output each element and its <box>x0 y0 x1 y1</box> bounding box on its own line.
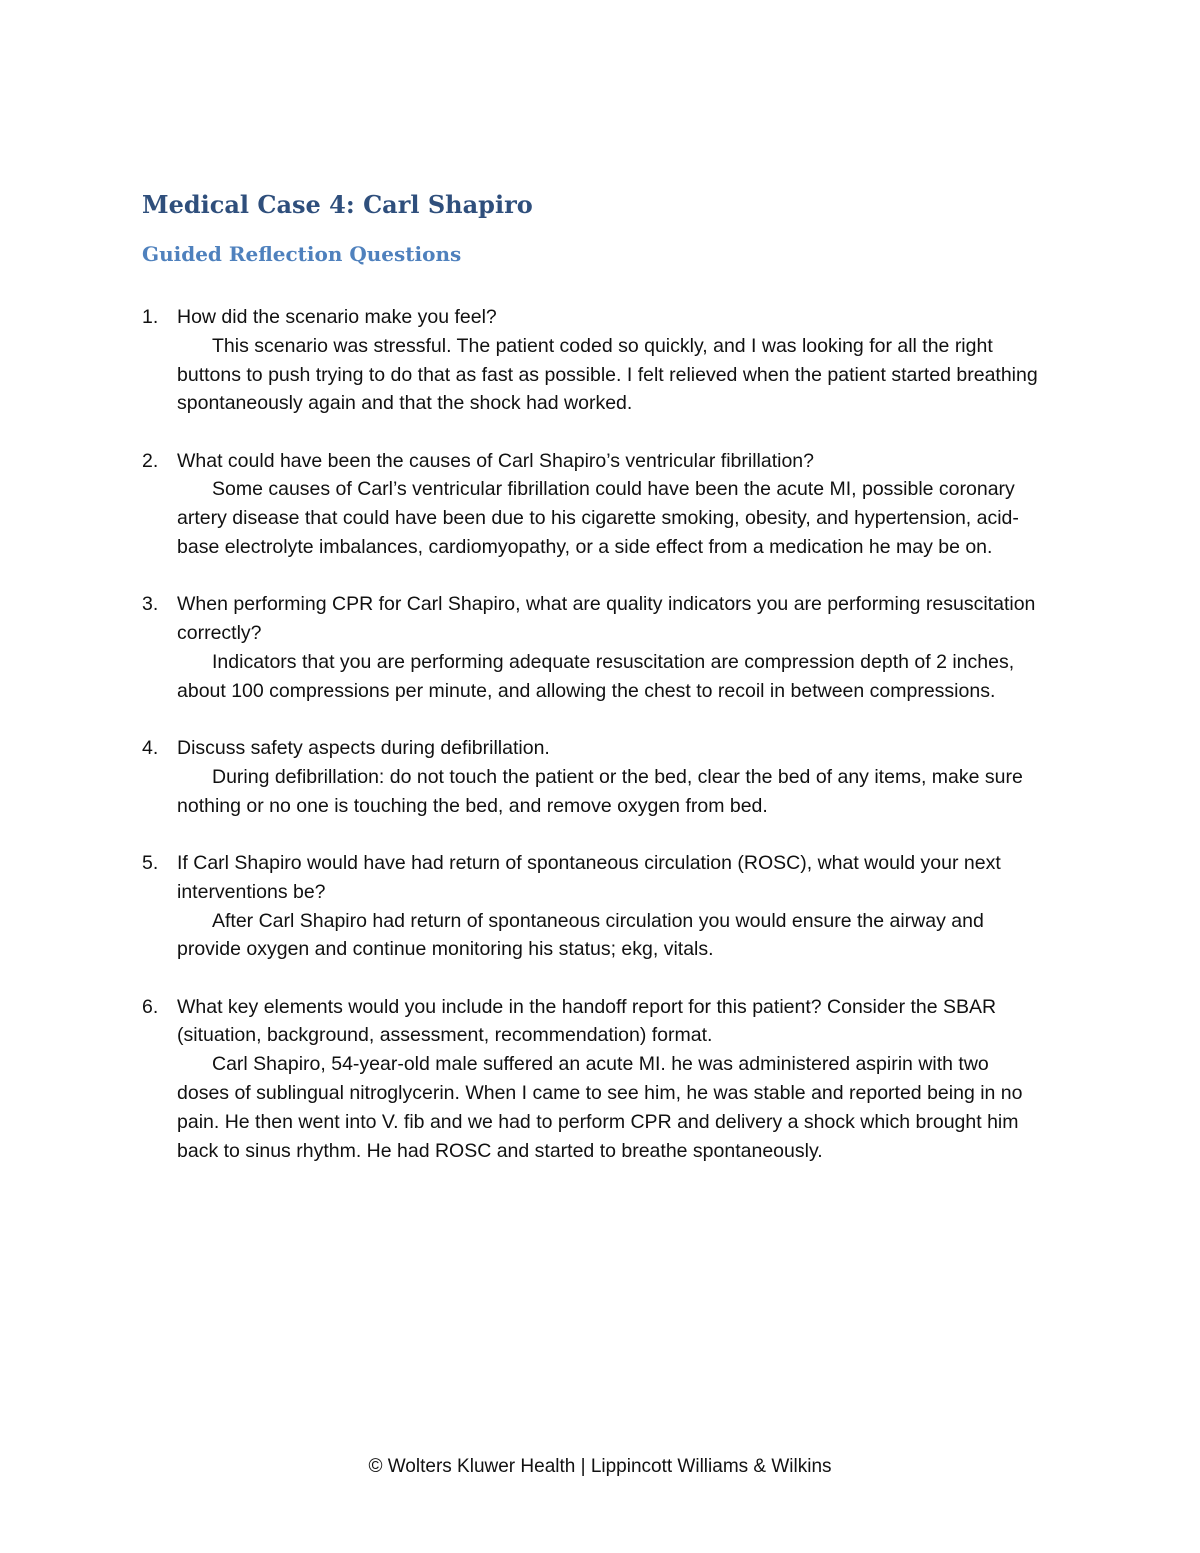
question-item-6 <box>142 993 1042 1166</box>
question-list <box>142 303 1042 1194</box>
answer-text: After Carl Shapiro had return of spontaneous circulation you would ensure the airway and provide oxygen and continue monitoring his status; ekg, vitals. <box>177 909 984 961</box>
question-text: When performing CPR for Carl Shapiro, what are quality indicators you are performing resuscitation correctly? <box>177 593 1036 645</box>
question-number: 1. <box>142 306 159 328</box>
question-item-1 <box>142 303 1042 418</box>
question-text: Discuss safety aspects during defibrillation. <box>177 737 550 760</box>
question-item-3 <box>142 590 1042 705</box>
question-text: If Carl Shapiro would have had return of spontaneous circulation (ROSC), what would your next interventions be? <box>177 851 1001 903</box>
answer-text: Carl Shapiro, 54-year-old male suffered an acute MI. he was administered aspirin with two doses of sublingual nitroglycerin. When I came to see him, he was stable and reported being in no pain. He then went into V. fib and we had to perform CPR and delivery a shock which brought him back to sinus rhythm. He had ROSC and started to breathe spontaneously. <box>177 1053 1023 1162</box>
answer-text: This scenario was stressful. The patient coded so quickly, and I was looking for all the right buttons to push trying to do that as fast as possible. I felt relieved when the patient started breathing spontaneously again and that the shock had worked. <box>177 334 1038 415</box>
question-text: How did the scenario make you feel? <box>177 306 497 328</box>
question-number: 4. <box>142 737 159 760</box>
document-title: Medical Case 4: Carl Shapiro <box>142 190 533 219</box>
question-text: What could have been the causes of Carl Shapiro’s ventricular fibrillation? <box>177 449 814 472</box>
answer-text: During defibrillation: do not touch the patient or the bed, clear the bed of any items, make sure nothing or no one is touching the bed, and remove oxygen from bed. <box>177 765 1023 817</box>
question-item-2 <box>142 447 1042 562</box>
question-number: 3. <box>142 593 159 616</box>
page-footer: © Wolters Kluwer Health | Lippincott Williams & Wilkins <box>368 1456 832 1477</box>
question-text: What key elements would you include in the handoff report for this patient? Consider the SBAR (situation, background, assessment, recommendation) format. <box>177 995 997 1047</box>
question-number: 6. <box>142 995 159 1018</box>
question-number: 5. <box>142 851 159 874</box>
question-item-5 <box>142 849 1042 964</box>
question-number: 2. <box>142 449 159 472</box>
question-item-4 <box>142 734 1042 820</box>
answer-text: Some causes of Carl’s ventricular fibrillation could have been the acute MI, possible coronary artery disease that could have been due to his cigarette smoking, obesity, and hypertension, acid-base electrolyte imbalances, cardiomyopathy, or a side effect from a medication he may be on. <box>177 478 1019 559</box>
answer-text: Indicators that you are performing adequate resuscitation are compression depth of 2 inches, about 100 compressions per minute, and allowing the chest to recoil in between compressions. <box>177 650 1015 702</box>
document-subtitle: Guided Reflection Questions <box>142 242 462 266</box>
